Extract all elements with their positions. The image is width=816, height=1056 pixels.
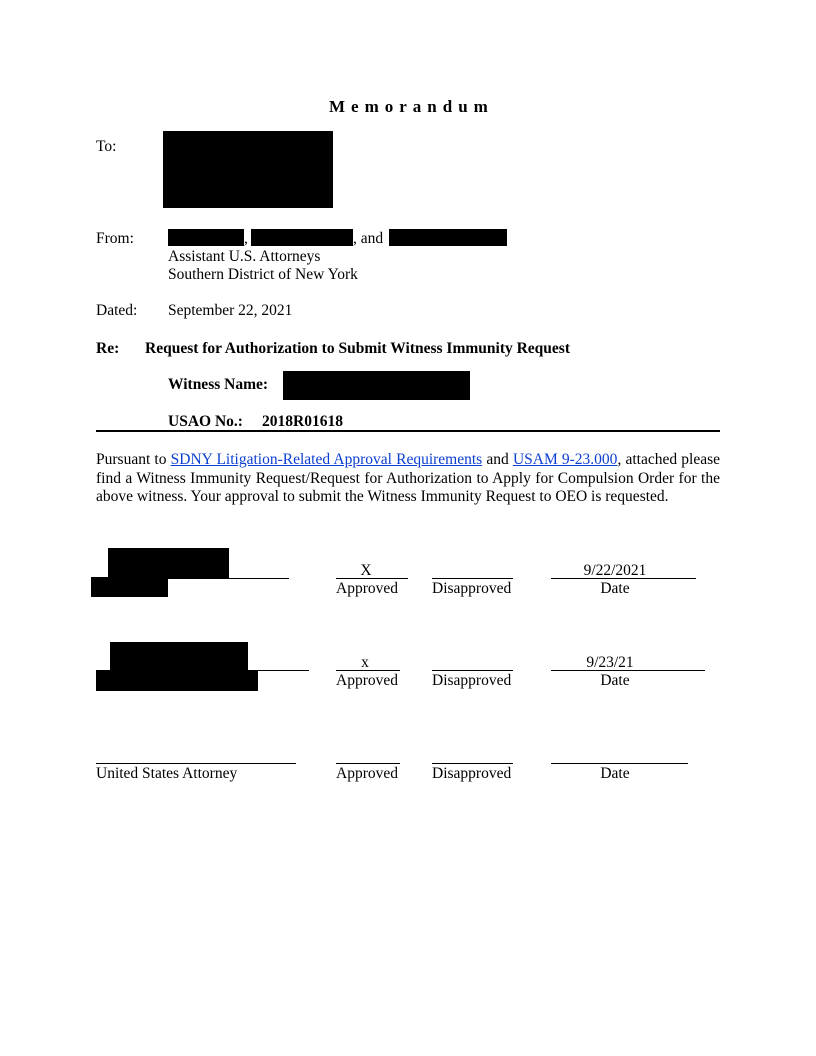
body-paragraph xyxy=(96,451,720,507)
date-line-3 xyxy=(551,763,688,764)
from-title: Assistant U.S. Attorneys xyxy=(168,248,321,265)
approved-label-1: Approved xyxy=(336,580,398,597)
date-value-1: 9/22/2021 xyxy=(583,562,647,579)
approved-mark-1: X xyxy=(360,562,372,579)
from-separator-2: , and xyxy=(353,230,384,247)
approved-label-3: Approved xyxy=(336,765,398,782)
dated-label: Dated: xyxy=(96,302,138,319)
re-label: Re: xyxy=(96,340,120,357)
date-label-2: Date xyxy=(600,672,630,689)
usam-link[interactable]: USAM 9-23.000 xyxy=(512,451,618,468)
redaction-to xyxy=(163,131,333,208)
us-attorney-label: United States Attorney xyxy=(96,765,238,782)
to-label: To: xyxy=(96,138,117,155)
redaction-from-2 xyxy=(251,229,353,246)
approved-line-3 xyxy=(336,763,400,764)
disapproved-label-3: Disapproved xyxy=(432,765,512,782)
disapproved-line-3 xyxy=(432,763,513,764)
from-label: From: xyxy=(96,230,134,247)
body-mid: and xyxy=(486,451,509,468)
header-rule xyxy=(96,430,720,432)
disapproved-label-2: Disapproved xyxy=(432,672,512,689)
body-suffix: , attached please find a Witness Immunity Request/Request for Authorization to Apply for Compulsion Order for the above witness. Your approval to submit the Witness Immunity Request to OEO is requested. xyxy=(96,451,721,505)
memo-title: Memorandum xyxy=(329,97,494,116)
usao-value: 2018R01618 xyxy=(262,413,343,430)
date-label-1: Date xyxy=(600,580,630,597)
disapproved-line-1 xyxy=(432,578,513,579)
date-value-2: 9/23/21 xyxy=(586,654,634,671)
approved-mark-2: x xyxy=(361,654,369,671)
disapproved-line-2 xyxy=(432,670,513,671)
re-text: Request for Authorization to Submit Witness Immunity Request xyxy=(145,340,570,357)
dated-value: September 22, 2021 xyxy=(168,302,293,319)
from-office: Southern District of New York xyxy=(168,266,358,283)
signature-line-3 xyxy=(96,763,296,764)
redaction-signature-2b xyxy=(96,671,258,691)
redaction-witness xyxy=(283,371,470,400)
body-prefix: Pursuant to xyxy=(96,451,167,468)
approved-label-2: Approved xyxy=(336,672,398,689)
usao-label: USAO No.: xyxy=(168,413,243,430)
date-label-3: Date xyxy=(600,765,630,782)
redaction-from-1 xyxy=(168,229,244,246)
redaction-signature-1a xyxy=(108,548,229,578)
redaction-signature-2a xyxy=(110,642,248,672)
disapproved-label-1: Disapproved xyxy=(432,580,512,597)
redaction-signature-1b xyxy=(91,577,168,597)
redaction-from-3 xyxy=(389,229,507,246)
witness-label: Witness Name: xyxy=(168,376,269,393)
from-separator-1: , xyxy=(244,230,248,247)
sdny-approval-link[interactable]: SDNY Litigation-Related Approval Requirements xyxy=(170,451,483,468)
